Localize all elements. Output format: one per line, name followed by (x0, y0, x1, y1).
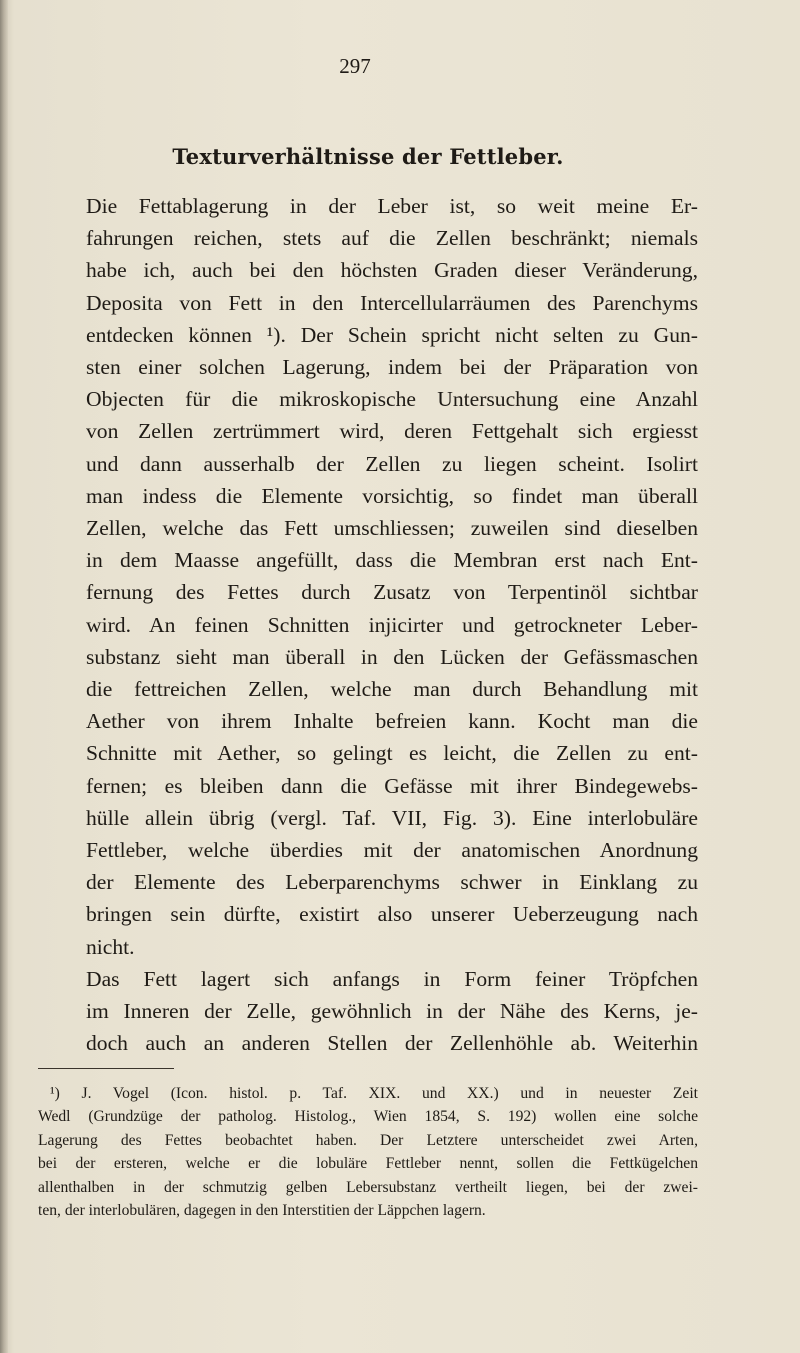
footnote (38, 1082, 698, 1222)
text-line: fahrungen reichen, stets auf die Zellen beschränkt; niemals (86, 226, 698, 251)
text-line: von Zellen zertrümmert wird, deren Fettgehalt sich ergiesst (86, 419, 698, 444)
text-line: Fettleber, welche überdies mit der anatomischen Anordnung (86, 838, 698, 863)
text-line: fernung des Fettes durch Zusatz von Terpentinöl sichtbar (86, 580, 698, 605)
text-line: entdecken können ¹). Der Schein spricht nicht selten zu Gun- (86, 322, 698, 347)
text-line: die fettreichen Zellen, welche man durch Behandlung mit (86, 677, 698, 702)
text-line: im Inneren der Zelle, gewöhnlich in der Nähe des Kerns, je- (86, 999, 698, 1024)
paragraph-2 (38, 963, 698, 1060)
text-line: nicht. (86, 934, 135, 959)
text-line: habe ich, auch bei den höchsten Graden dieser Veränderung, (86, 258, 698, 283)
text-line: Zellen, welche das Fett umschliessen; zuweilen sind dieselben (86, 516, 698, 541)
text-line: substanz sieht man überall in den Lücken der Gefässmaschen (86, 644, 698, 669)
text-line: und dann ausserhalb der Zellen zu liegen scheint. Isolirt (86, 451, 698, 476)
text-line: Aether von ihrem Inhalte befreien kann. Kocht man die (86, 709, 698, 734)
footnote-line: Wedl (Grundzüge der patholog. Histolog., Wien 1854, S. 192) wollen eine solche (38, 1108, 698, 1126)
text-line: der Elemente des Leberparenchyms schwer in Einklang zu (86, 870, 698, 895)
page-number: 297 (339, 54, 371, 78)
footnote-line: ¹) J. Vogel (Icon. histol. p. Taf. XIX. und XX.) und in neuester Zeit (50, 1085, 698, 1102)
text-line: Deposita von Fett in den Intercellularräumen des Parenchyms (86, 290, 698, 315)
text-line: man indess die Elemente vorsichtig, so findet man überall (86, 483, 698, 508)
footnote-rule (38, 1068, 174, 1069)
footnote-line: allenthalben in der schmutzig gelben Lebersubstanz vertheilt liegen, bei der zwei- (38, 1178, 698, 1196)
text-line: wird. An feinen Schnitten injicirter und getrockneter Leber- (86, 612, 698, 637)
paragraph-1 (38, 190, 698, 963)
footnote-line: ten, der interlobulären, dagegen in den Interstitien der Läppchen lagern. (38, 1202, 486, 1220)
text-line: Objecten für die mikroskopische Untersuchung eine Anzahl (86, 387, 698, 412)
text-line: in dem Maasse angefüllt, dass die Membran erst nach Ent- (86, 548, 698, 573)
text-line: fernen; es bleiben dann die Gefässe mit ihrer Bindegewebs- (86, 773, 698, 798)
text-line: sten einer solchen Lagerung, indem bei der Präparation von (86, 355, 698, 380)
section-heading: Texturverhältnisse der Fettleber. (172, 144, 564, 169)
text-line: doch auch an anderen Stellen der Zellenhöhle ab. Weiterhin (86, 1031, 698, 1056)
text-line: bringen sein dürfte, existirt also unserer Ueberzeugung nach (86, 902, 698, 927)
footnote-line: bei der ersteren, welche er die lobuläre Fettleber nennt, sollen die Fettkügelchen (38, 1155, 698, 1173)
body-text (38, 190, 698, 1059)
binding-edge (0, 0, 8, 1353)
text-line: hülle allein übrig (vergl. Taf. VII, Fig. 3). Eine interlobuläre (86, 805, 698, 830)
footnote-line: Lagerung des Fettes beobachtet haben. Der Letztere unterscheidet zwei Arten, (38, 1131, 698, 1149)
text-line: Das Fett lagert sich anfangs in Form feiner Tröpfchen (86, 966, 698, 991)
text-line: Die Fettablagerung in der Leber ist, so weit meine Er- (86, 194, 698, 218)
text-line: Schnitte mit Aether, so gelingt es leicht, die Zellen zu ent- (86, 741, 698, 766)
